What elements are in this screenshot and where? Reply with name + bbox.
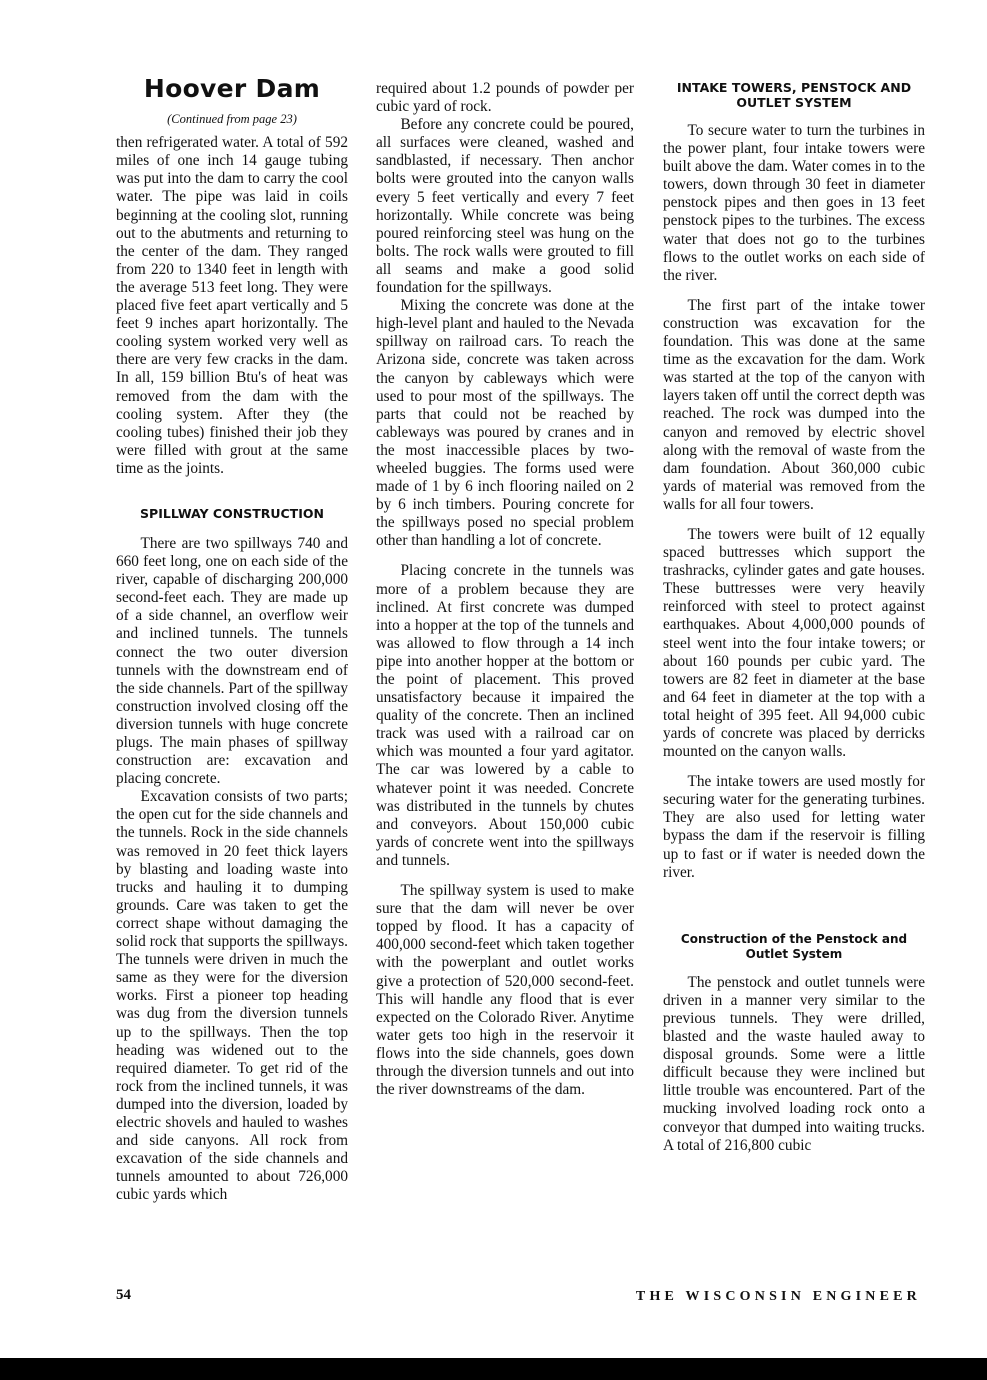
paragraph: The towers were built of 12 equally spaced buttresses which support the trashracks, cylinder gates and gate houses. These buttresses were very heavily reinforced with steel to protect against earthquakes. About 4,000,000 pounds of steel went into the four intake towers; or about 160 pounds per cubic yard. The towers are 82 feet in diameter at the base and 64 feet in diameter at the top with a total height of 395 feet. All 94,000 cubic yards of concrete was placed by derricks mounted on the canyon walls.	[663, 525, 925, 761]
paragraph: Excavation consists of two parts; the open cut for the side channels and the tunnels. Rock in the side channels was removed in 20 feet thick layers by blasting and loading waste into trucks and hauling it to dumping grounds. Care was taken to get the correct shape without damaging the solid rock that supports the spillways. The tunnels were driven in much the same as they were for the diversion works. First a pioneer top heading was dug from the diversion tunnels up to the spillways. Then the top heading was widened out to the required diameter. To get rid of the rock from the inclined tunnels, it was dumped into the diversion, loaded by electric shovels and hauled to washes and side canyons. All rock from excavation of the side channels and tunnels amounted to about 726,000 cubic yards which	[116, 788, 348, 1204]
paragraph: To secure water to turn the turbines in the power plant, four intake towers were built above the dam. Water comes in to the towers, down through 30 feet in diameter penstock pipes and then goes in 13 feet penstock pipes to the turbines. The excess water that does not go to the turbines flows to the outlet works on each side of the river.	[663, 122, 925, 284]
paragraph: The penstock and outlet tunnels were driven in a manner very similar to the previous tunnels. They were drilled, blasted and the waste hauled away to disposal grounds. Some were a little difficult because they were inclined but little trouble was encountered. Part of the mucking involved loading rock onto a conveyor that dumped into waiting trucks. A total of 216,800 cubic	[663, 973, 925, 1154]
paragraph: There are two spillways 740 and 660 feet long, one on each side of the river, capable of discharging 200,000 second-feet each. They are made up of a side channel, an overflow weir and inclined tunnels. The tunnels connect the two outer diversion tunnels with the downstream end of the side channels. Part of the spillway construction involved closing off the diversion tunnels with huge concrete plugs. The main phases of spillway construction are: excavation and placing concrete.	[116, 534, 348, 788]
paragraph: The spillway system is used to make sure that the dam will never be over topped by flood. It has a capacity of 400,000 second-feet which taken together with the powerplant and outlet works give a protection of 520,000 second-feet. This will handle any flood that is ever expected on the Colorado River. Anytime water gets too high in the reservoir it flows into the side channels, goes down through the diversion tunnels and out into the river downstreams of the dam.	[376, 882, 634, 1099]
paragraph: The intake towers are used mostly for securing water for the generating turbines. They are also used for letting water bypass the dam if the reservoir is filling up to fast or if water is needed down the river.	[663, 773, 925, 881]
publication-name: THE WISCONSIN ENGINEER	[635, 1289, 921, 1304]
paragraph: Mixing the concrete was done at the high-level plant and hauled to the Nevada spillway on railroad cars. To reach the Arizona side, concrete was taken across the canyon by cableways which were used to pour most of the spillways. The parts that could not be reached by cableways was poured by cranes and in the most inaccessible places by two-wheeled buggies. The forms used were made of 1 by 6 inch flooring nailed on 2 by 6 inch timbers. Pouring concrete for the spillways posed no special problem other than handling a lot of concrete.	[376, 297, 634, 550]
scan-edge-bar	[0, 1358, 987, 1380]
section-heading-intake-towers: INTAKE TOWERS, PENSTOCK AND OUTLET SYSTEM	[676, 80, 912, 110]
section-heading-spillway: SPILLWAY CONSTRUCTION	[140, 505, 324, 521]
column-3	[663, 80, 925, 1155]
page-number: 54	[116, 1287, 131, 1303]
column-1	[116, 74, 348, 1204]
paragraph: Before any concrete could be poured, all surfaces were cleaned, washed and sandblasted, if necessary. Then anchor bolts were grouted into the canyon walls every 5 feet vertically and every 7 feet horizontally. While concrete was being poured reinforcing steel was hung on the bolts. The rock walls were grouted to fill all seams and make a good solid foundation for the spillways.	[376, 116, 634, 297]
paragraph: Placing concrete in the tunnels was more of a problem because they are inclined. At first concrete was dumped into a hopper at the top of the tunnels and was allowed to flow through a 14 inch pipe into another hopper at the bottom or the point of placement. This proved unsatisfactory because it impaired the quality of the concrete. Then an inclined track was used with a railroad car on which was mounted a four yard agitator. The car was lowered by a cable to whatever point it was needed. Concrete was distributed in the tunnels by chutes and conveyors. About 150,000 cubic yards of concrete went into the spillways and tunnels.	[376, 562, 634, 869]
paragraph: required about 1.2 pounds of powder per cubic yard of rock.	[376, 80, 634, 116]
subsection-heading-penstock: Construction of the Penstock and Outlet System	[680, 931, 908, 961]
column-2	[376, 80, 634, 1099]
paragraph: then refrigerated water. A total of 592 miles of one inch 14 gauge tubing was put into the dam to carry the cool water. The pipe was laid in coils beginning at the cooling slot, running out to the abutments and returning to the center of the dam. They ranged from 220 to 1340 feet in length with the average 513 feet long. They were placed five feet apart vertically and 5 feet 9 inches apart horizontally. The cooling system worked very well as there are very few cracks in the dam. In all, 159 billion Btu's of heat was removed from the dam with the cooling system. After they (the cooling tubes) finished their job they were filled with grout at the same time as the joints.	[116, 134, 348, 477]
continued-note: (Continued from page 23)	[167, 112, 297, 127]
article-title: Hoover Dam	[143, 74, 321, 103]
paragraph: The first part of the intake tower construction was excavation for the foundation. This was done at the same time as the excavation for the dam. Work was started at the top of the canyon with layers taken off until the correct depth was reached. The rock was dumped into the canyon and removed by electric shovel along with the removal of waste from the dam foundation. About 360,000 cubic yards of material was removed from the walls for all four towers.	[663, 296, 925, 513]
